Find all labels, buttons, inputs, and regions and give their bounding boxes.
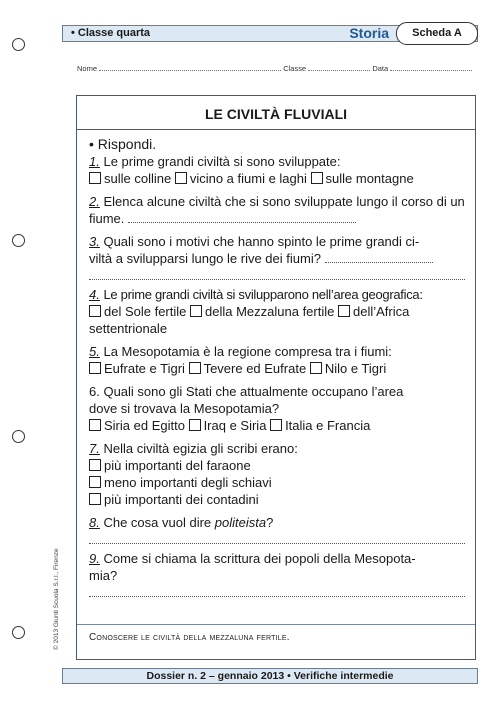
question-text: Quali sono i motivi che hanno spinto le prime grandi ci- [103,234,420,249]
question-end: ? [266,515,274,530]
copyright-notice: © 2013 Giunti Scuola S.r.l., Firenze [53,548,60,650]
option-label: Iraq e Siria [203,418,267,433]
question-2 [89,193,465,227]
checkbox[interactable] [89,459,101,471]
checkbox[interactable] [270,419,282,431]
binder-hole-1 [12,38,25,51]
question-term: politeista [214,515,267,530]
class-label: Classe [283,64,307,73]
question-7 [89,440,465,508]
date-field[interactable] [390,65,472,71]
checkbox[interactable] [175,172,187,184]
option-label: meno importanti degli schiavi [104,475,272,490]
question-text: Le prime grandi civiltà si sono sviluppate: [103,154,341,169]
question-number: 7. [89,441,100,456]
option-label: Nilo e Tigri [324,361,387,376]
answer-line[interactable] [89,585,465,597]
question-4 [89,286,465,337]
question-text-cont: viltà a svilupparsi lungo le rive dei fiumi? [89,251,321,266]
name-label: Nome [77,64,98,73]
question-text: Le prime grandi civiltà si svilupparono nell’area geografica: [103,287,423,302]
question-5 [89,343,465,377]
question-9 [89,550,465,597]
learning-objective: Conoscere le civiltà della mezzaluna fertile. [89,632,290,643]
checkbox[interactable] [310,362,322,374]
option-label: dell’Africa [353,304,410,319]
student-info-row [77,64,477,73]
question-number: 4. [89,287,100,302]
binder-hole-3 [12,430,25,443]
question-number: 6. [89,384,100,399]
question-number: 9. [89,551,100,566]
checkbox[interactable] [189,419,201,431]
instruction: • Rispondi. [89,136,157,152]
checkbox[interactable] [89,476,101,488]
answer-line[interactable] [89,532,465,544]
checkbox[interactable] [189,362,201,374]
header-bar [62,25,478,42]
binder-hole-2 [12,234,25,247]
objective-divider [77,624,475,625]
worksheet-frame [76,95,476,660]
option-label: Tevere ed Eufrate [203,361,307,376]
question-number: 8. [89,515,100,530]
question-1 [89,153,465,187]
class-level-label: • Classe quarta [71,27,151,39]
question-text: La Mesopotamia è la regione compresa tra i fiumi: [103,344,392,359]
option-label: della Mezzaluna fertile [205,304,335,319]
name-field[interactable] [99,65,281,71]
checkbox[interactable] [89,172,101,184]
answer-line[interactable] [128,213,356,223]
option-label: sulle montagne [325,171,414,186]
binder-hole-4 [12,626,25,639]
option-label: Siria ed Egitto [104,418,185,433]
sheet-badge: Scheda A [396,22,478,45]
option-label-cont: settentrionale [89,321,168,336]
question-number: 3. [89,234,100,249]
option-label: Eufrate e Tigri [104,361,185,376]
question-number: 1. [89,154,100,169]
question-text: Quali sono gli Stati che attualmente occupano l’area [103,384,404,399]
checkbox[interactable] [89,493,101,505]
checkbox[interactable] [89,305,101,317]
worksheet-title: LE CIVILTÀ FLUVIALI [204,106,348,122]
question-text: Che cosa vuol dire [103,515,215,530]
question-text-cont: mia? [89,568,118,583]
checkbox[interactable] [89,419,101,431]
option-label: più importanti dei contadini [104,492,259,507]
answer-line[interactable] [325,253,433,263]
checkbox[interactable] [311,172,323,184]
question-8 [89,514,465,544]
title-divider [77,129,475,130]
question-text-cont: dove si trovava la Mesopotamia? [89,401,280,416]
option-label: Italia e Francia [285,418,371,433]
checkbox[interactable] [338,305,350,317]
option-label: vicino a fiumi e laghi [189,171,307,186]
question-text: Come si chiama la scrittura dei popoli della Mesopota- [103,551,416,566]
date-label: Data [372,64,389,73]
option-label: del Sole fertile [104,304,187,319]
option-label: più importanti del faraone [104,458,251,473]
question-3 [89,233,465,280]
question-text: Elenca alcune civiltà che si sono sviluppate lungo il corso di un fiume. [89,194,465,226]
question-number: 2. [89,194,100,209]
checkbox[interactable] [190,305,202,317]
class-field[interactable] [308,65,370,71]
footer-bar [62,668,478,684]
question-number: 5. [89,344,100,359]
question-6 [89,383,465,434]
checkbox[interactable] [89,362,101,374]
subject-label: Storia [349,25,389,41]
option-label: sulle colline [104,171,172,186]
worksheet-content [89,136,465,603]
question-text: Nella civiltà egizia gli scribi erano: [103,441,298,456]
footer-text: Dossier n. 2 – gennaio 2013 • Verifiche intermedie [146,670,394,682]
answer-line[interactable] [89,268,465,280]
